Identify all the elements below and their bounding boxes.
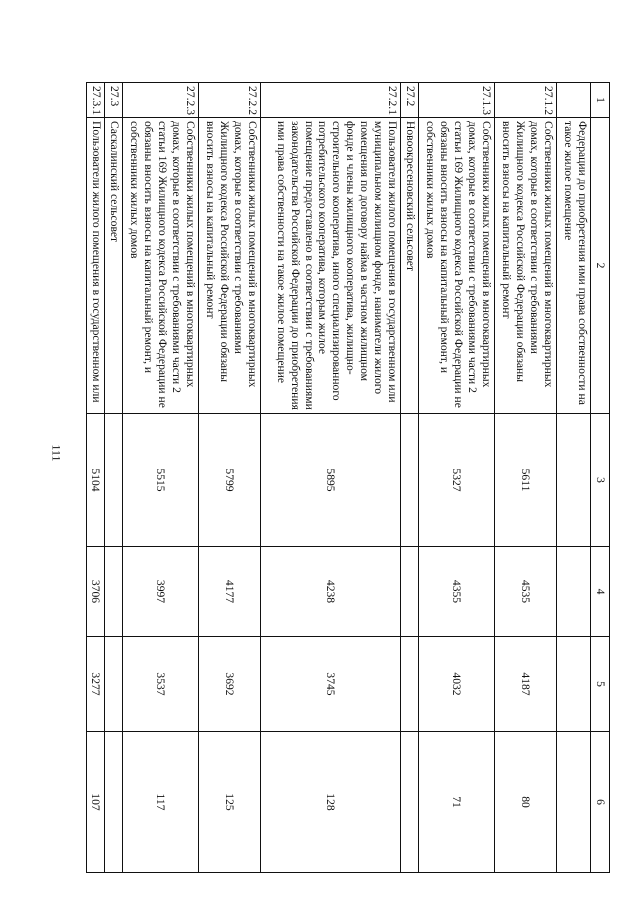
row-value-col6: 125 bbox=[199, 732, 261, 873]
row-value-col6 bbox=[557, 732, 591, 873]
row-value-col3: 5895 bbox=[261, 414, 401, 547]
row-value-col3: 5104 bbox=[87, 414, 105, 547]
table-row bbox=[87, 83, 105, 873]
row-value-col4 bbox=[557, 547, 591, 637]
table-row bbox=[123, 83, 199, 873]
row-value-col3: 5327 bbox=[419, 414, 495, 547]
row-code: 27.2.3 bbox=[123, 83, 199, 118]
row-value-col3: 5515 bbox=[123, 414, 199, 547]
row-value-col6: 128 bbox=[261, 732, 401, 873]
column-header: 1 bbox=[591, 83, 610, 118]
row-value-col3: 5611 bbox=[495, 414, 557, 547]
row-description: Федерации до приобретения ими права собственности на такое жилое помещение bbox=[557, 118, 591, 414]
row-code: 27.2 bbox=[401, 83, 419, 118]
row-value-col6: 80 bbox=[495, 732, 557, 873]
row-value-col5: 4032 bbox=[419, 637, 495, 732]
row-code: 27.3.1 bbox=[87, 83, 105, 118]
row-value-col3 bbox=[401, 414, 419, 547]
row-description: Саскалинский сельсовет bbox=[105, 118, 123, 414]
row-value-col4: 4535 bbox=[495, 547, 557, 637]
column-header: 4 bbox=[591, 547, 610, 637]
row-code: 27.3 bbox=[105, 83, 123, 118]
row-value-col6 bbox=[401, 732, 419, 873]
table-row bbox=[261, 83, 401, 873]
row-description: Новоокресеновский сельсовет bbox=[401, 118, 419, 414]
row-description: Собственники жилых помещений в многоквартирных домах, которые в соответствии с требованиями части 2 статьи 169 Жилищного кодекса Российской Федерации не обязаны вносить взносы на капитальный ремонт, и собственники жилых домов bbox=[123, 118, 199, 414]
row-value-col5: 3277 bbox=[87, 637, 105, 732]
row-description: Собственники жилых помещений в многоквартирных домах, которые в соответствии с требованиями Жилищного кодекса Российской Федерации обязаны вносить взносы на капитальный ремонт bbox=[199, 118, 261, 414]
tariff-table bbox=[86, 82, 610, 873]
row-value-col4: 4238 bbox=[261, 547, 401, 637]
row-code: 27.2.2 bbox=[199, 83, 261, 118]
column-header: 3 bbox=[591, 414, 610, 547]
column-header: 2 bbox=[591, 118, 610, 414]
row-value-col5: 4187 bbox=[495, 637, 557, 732]
row-value-col5: 3745 bbox=[261, 637, 401, 732]
row-value-col6: 117 bbox=[123, 732, 199, 873]
row-code: 27.1.3 bbox=[419, 83, 495, 118]
row-description: Пользователи жилого помещения в государственном или bbox=[87, 118, 105, 414]
table-row bbox=[557, 83, 591, 873]
row-code: 27.1.2 bbox=[495, 83, 557, 118]
table-header-row bbox=[591, 83, 610, 873]
row-value-col5 bbox=[105, 637, 123, 732]
row-value-col5: 3692 bbox=[199, 637, 261, 732]
row-value-col6: 71 bbox=[419, 732, 495, 873]
row-description: Пользователи жилого помещения в государственном или муниципальном жилищном фонде, наниматели жилого помещения по договору найма в частном жилищном фонде и члены жилищного кооператива, жилищно-строительного кооператива, иного специализированного потребительского кооператива, которым жилое помещение предоставлено в соответствии с требованиями законодательства Российской Федерации до приобретения ими права собственности на такое жилое помещение bbox=[261, 118, 401, 414]
row-value-col4 bbox=[401, 547, 419, 637]
row-value-col3 bbox=[557, 414, 591, 547]
row-value-col4: 4177 bbox=[199, 547, 261, 637]
table-row bbox=[105, 83, 123, 873]
column-header: 6 bbox=[591, 732, 610, 873]
row-value-col3 bbox=[105, 414, 123, 547]
row-code: 27.2.1 bbox=[261, 83, 401, 118]
row-value-col6: 107 bbox=[87, 732, 105, 873]
row-value-col5 bbox=[557, 637, 591, 732]
rotated-page-content bbox=[89, 82, 610, 872]
row-value-col4: 3706 bbox=[87, 547, 105, 637]
row-value-col6 bbox=[105, 732, 123, 873]
table-row bbox=[495, 83, 557, 873]
row-description: Собственники жилых помещений в многоквартирных домах, которые в соответствии с требованиями Жилищного кодекса Российской Федерации обязаны вносить взносы на капитальный ремонт bbox=[495, 118, 557, 414]
row-value-col4 bbox=[105, 547, 123, 637]
table-row bbox=[199, 83, 261, 873]
table-row bbox=[419, 83, 495, 873]
row-description: Собственники жилых помещений в многоквартирных домах, которые в соответствии с требованиями части 2 статьи 169 Жилищного кодекса Российской Федерации не обязаны вносить взносы на капитальный ремонт, и собственники жилых домов bbox=[419, 118, 495, 414]
row-value-col4: 3997 bbox=[123, 547, 199, 637]
table-row bbox=[401, 83, 419, 873]
row-value-col3: 5799 bbox=[199, 414, 261, 547]
page-number: 111 bbox=[49, 444, 64, 462]
row-value-col4: 4355 bbox=[419, 547, 495, 637]
column-header: 5 bbox=[591, 637, 610, 732]
row-value-col5 bbox=[401, 637, 419, 732]
row-code bbox=[557, 83, 591, 118]
row-value-col5: 3537 bbox=[123, 637, 199, 732]
